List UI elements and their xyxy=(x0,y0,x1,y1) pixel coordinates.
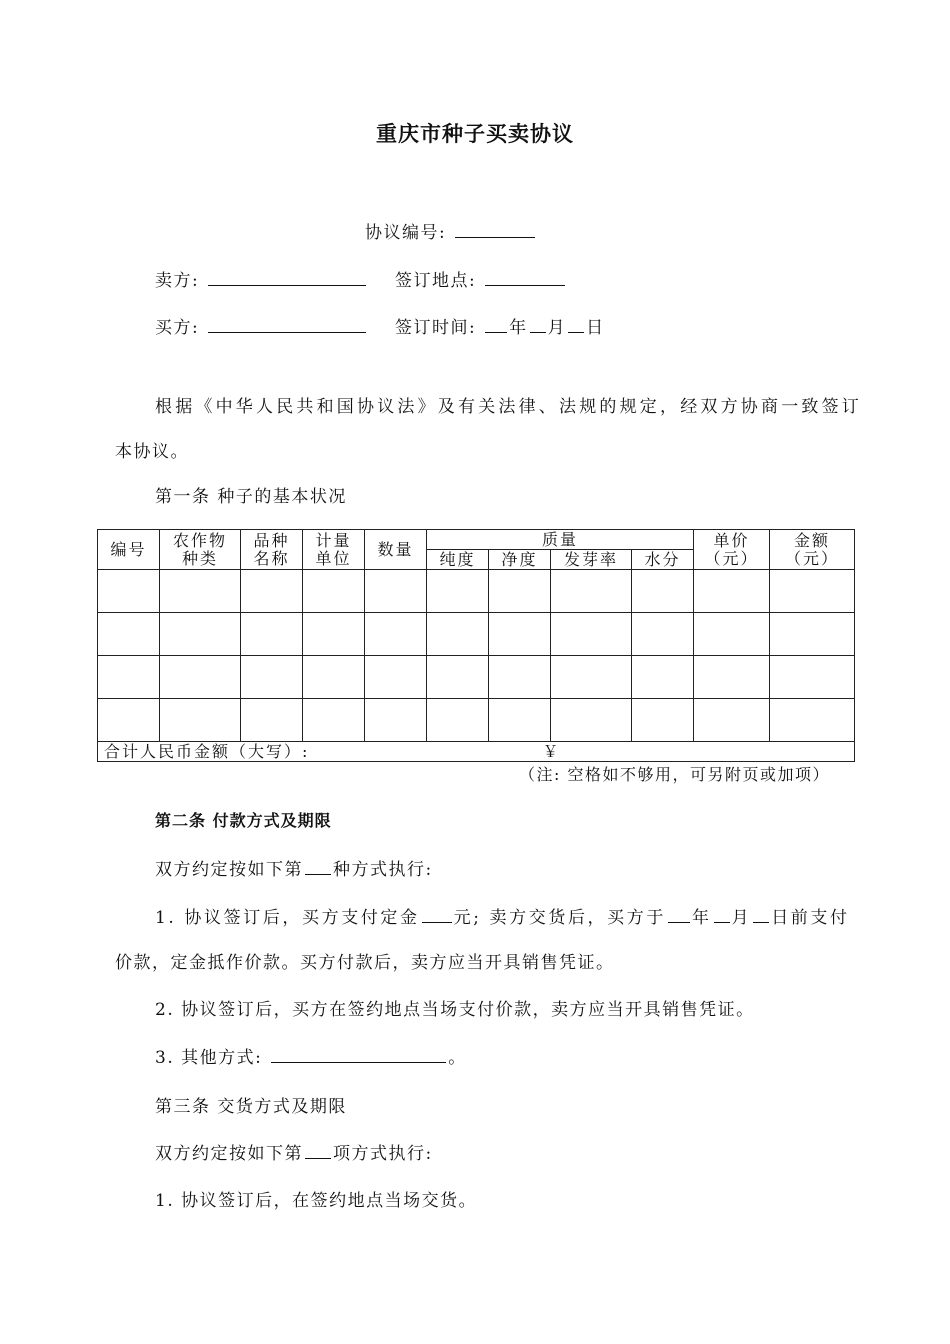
sign-day-field[interactable] xyxy=(568,315,584,333)
delivery-item-1: 1. 协议签订后，在签约地点当场交货。 xyxy=(155,1191,478,1211)
table-cell[interactable] xyxy=(632,699,694,742)
header-price-line2: （元） xyxy=(704,548,759,568)
sign-year-field[interactable] xyxy=(485,315,507,333)
table-cell[interactable] xyxy=(427,570,489,613)
other-method-field[interactable] xyxy=(271,1045,446,1063)
table-cell[interactable] xyxy=(551,613,632,656)
table-cell[interactable] xyxy=(160,613,241,656)
table-cell[interactable] xyxy=(489,570,551,613)
table-cell[interactable] xyxy=(98,570,160,613)
sign-month-field[interactable] xyxy=(530,315,546,333)
yen-sign: ￥ xyxy=(542,741,561,761)
table-cell[interactable] xyxy=(241,570,303,613)
payment-item-3-end: 。 xyxy=(448,1048,467,1068)
table-cell[interactable] xyxy=(303,613,365,656)
table-cell[interactable] xyxy=(551,699,632,742)
pay-day-field[interactable] xyxy=(753,905,769,923)
total-row xyxy=(98,742,855,762)
seller-row xyxy=(155,266,368,291)
payment-item-1-line-1 xyxy=(155,903,850,928)
payment-item-1-d: 月 xyxy=(731,908,752,928)
table-cell[interactable] xyxy=(632,570,694,613)
sign-place-field[interactable] xyxy=(485,268,565,286)
article-1-title: 第一条 种子的基本状况 xyxy=(155,487,347,507)
table-row xyxy=(98,613,855,656)
header-amount-line2: （元） xyxy=(785,548,840,568)
sign-time-label: 签订时间: xyxy=(395,318,477,338)
payment-item-1-b: 元; 卖方交货后，买方于 xyxy=(453,908,666,928)
payment-item-1-line-2: 价款，定金抵作价款。买方付款后，卖方应当开具销售凭证。 xyxy=(115,953,615,973)
seed-table xyxy=(97,529,855,762)
sign-time-row xyxy=(395,313,605,338)
sign-place-label: 签订地点: xyxy=(395,271,477,291)
table-row xyxy=(98,699,855,742)
payment-item-3-label: 3. 其他方式: xyxy=(155,1048,263,1068)
payment-item-3 xyxy=(155,1043,467,1068)
header-purity: 纯度 xyxy=(427,550,489,570)
table-row xyxy=(98,570,855,613)
payment-item-1-e: 日前支付 xyxy=(771,908,850,928)
table-cell[interactable] xyxy=(241,613,303,656)
table-cell[interactable] xyxy=(98,699,160,742)
table-cell[interactable] xyxy=(98,656,160,699)
day-label: 日 xyxy=(586,318,605,338)
table-cell[interactable] xyxy=(489,699,551,742)
table-cell[interactable] xyxy=(160,699,241,742)
article-3-intro-b: 项方式执行: xyxy=(333,1144,433,1164)
header-no: 编号 xyxy=(98,530,160,570)
agreement-number-label: 协议编号: xyxy=(365,223,447,243)
table-cell[interactable] xyxy=(551,570,632,613)
table-cell[interactable] xyxy=(303,656,365,699)
table-cell[interactable] xyxy=(98,613,160,656)
header-amount-line1: 金额 xyxy=(794,530,831,550)
table-cell[interactable] xyxy=(632,613,694,656)
total-label: 合计人民币金额（大写）: xyxy=(104,741,310,761)
seller-label: 卖方: xyxy=(155,271,200,291)
delivery-method-field[interactable] xyxy=(305,1141,331,1159)
table-cell[interactable] xyxy=(427,613,489,656)
table-cell[interactable] xyxy=(241,699,303,742)
table-cell[interactable] xyxy=(632,656,694,699)
buyer-row xyxy=(155,313,368,338)
table-cell[interactable] xyxy=(694,570,770,613)
page-title: 重庆市种子买卖协议 xyxy=(376,122,574,146)
article-2-intro-a: 双方约定按如下第 xyxy=(155,860,303,880)
header-quality: 质量 xyxy=(427,530,694,550)
agreement-number-field[interactable] xyxy=(455,220,535,238)
payment-item-2: 2. 协议签订后，买方在签约地点当场支付价款，卖方应当开具销售凭证。 xyxy=(155,1000,755,1020)
header-quantity: 数量 xyxy=(365,530,427,570)
table-cell[interactable] xyxy=(365,656,427,699)
year-label: 年 xyxy=(509,318,528,338)
payment-item-1-a: 1. 协议签订后，买方支付定金 xyxy=(155,908,420,928)
table-cell[interactable] xyxy=(694,613,770,656)
header-price-line1: 单价 xyxy=(713,530,750,550)
table-cell[interactable] xyxy=(489,656,551,699)
article-3-intro xyxy=(155,1139,433,1164)
payment-item-1-c: 年 xyxy=(691,908,712,928)
table-cell[interactable] xyxy=(694,699,770,742)
article-2-intro-b: 种方式执行: xyxy=(333,860,433,880)
payment-method-field[interactable] xyxy=(305,857,331,875)
seller-field[interactable] xyxy=(208,268,366,286)
header-moisture: 水分 xyxy=(632,550,694,570)
deposit-field[interactable] xyxy=(422,905,452,923)
header-unit xyxy=(303,530,365,570)
buyer-field[interactable] xyxy=(208,315,366,333)
sign-place-row xyxy=(395,266,567,291)
header-variety xyxy=(241,530,303,570)
article-3-intro-a: 双方约定按如下第 xyxy=(155,1144,303,1164)
pay-month-field[interactable] xyxy=(714,905,730,923)
table-cell[interactable] xyxy=(694,656,770,699)
table-cell[interactable] xyxy=(160,656,241,699)
header-crop xyxy=(160,530,241,570)
header-cleanness: 净度 xyxy=(489,550,551,570)
pay-year-field[interactable] xyxy=(668,905,690,923)
header-unit-line2: 单位 xyxy=(315,548,352,568)
month-label: 月 xyxy=(547,318,567,338)
header-unit-price xyxy=(694,530,770,570)
table-cell[interactable] xyxy=(365,699,427,742)
table-cell[interactable] xyxy=(160,570,241,613)
header-crop-line2: 种类 xyxy=(181,548,218,568)
table-cell[interactable] xyxy=(770,699,855,742)
table-cell[interactable] xyxy=(770,613,855,656)
table-cell[interactable] xyxy=(365,613,427,656)
table-cell[interactable] xyxy=(303,699,365,742)
header-crop-line1: 农作物 xyxy=(172,530,227,550)
total-cell[interactable] xyxy=(98,742,855,762)
table-cell[interactable] xyxy=(427,656,489,699)
header-germination: 发芽率 xyxy=(551,550,632,570)
table-row xyxy=(98,656,855,699)
article-2-title: 第二条 付款方式及期限 xyxy=(155,811,332,830)
article-2-intro xyxy=(155,855,433,880)
table-cell[interactable] xyxy=(770,656,855,699)
table-cell[interactable] xyxy=(770,570,855,613)
preamble-line-1: 根据《中华人民共和国协议法》及有关法律、法规的规定，经双方协商一致签订 xyxy=(155,397,862,417)
table-cell[interactable] xyxy=(427,699,489,742)
header-unit-line1: 计量 xyxy=(315,530,352,550)
table-note: （注: 空格如不够用，可另附页或加项） xyxy=(519,765,830,784)
preamble-line-2: 本协议。 xyxy=(115,442,189,462)
table-cell[interactable] xyxy=(365,570,427,613)
buyer-label: 买方: xyxy=(155,318,200,338)
table-cell[interactable] xyxy=(241,656,303,699)
header-variety-line1: 品种 xyxy=(253,530,290,550)
table-cell[interactable] xyxy=(303,570,365,613)
header-amount xyxy=(770,530,855,570)
table-cell[interactable] xyxy=(489,613,551,656)
table-cell[interactable] xyxy=(551,656,632,699)
agreement-number-row xyxy=(365,218,537,243)
header-variety-line2: 名称 xyxy=(253,548,290,568)
article-3-title: 第三条 交货方式及期限 xyxy=(155,1097,347,1117)
